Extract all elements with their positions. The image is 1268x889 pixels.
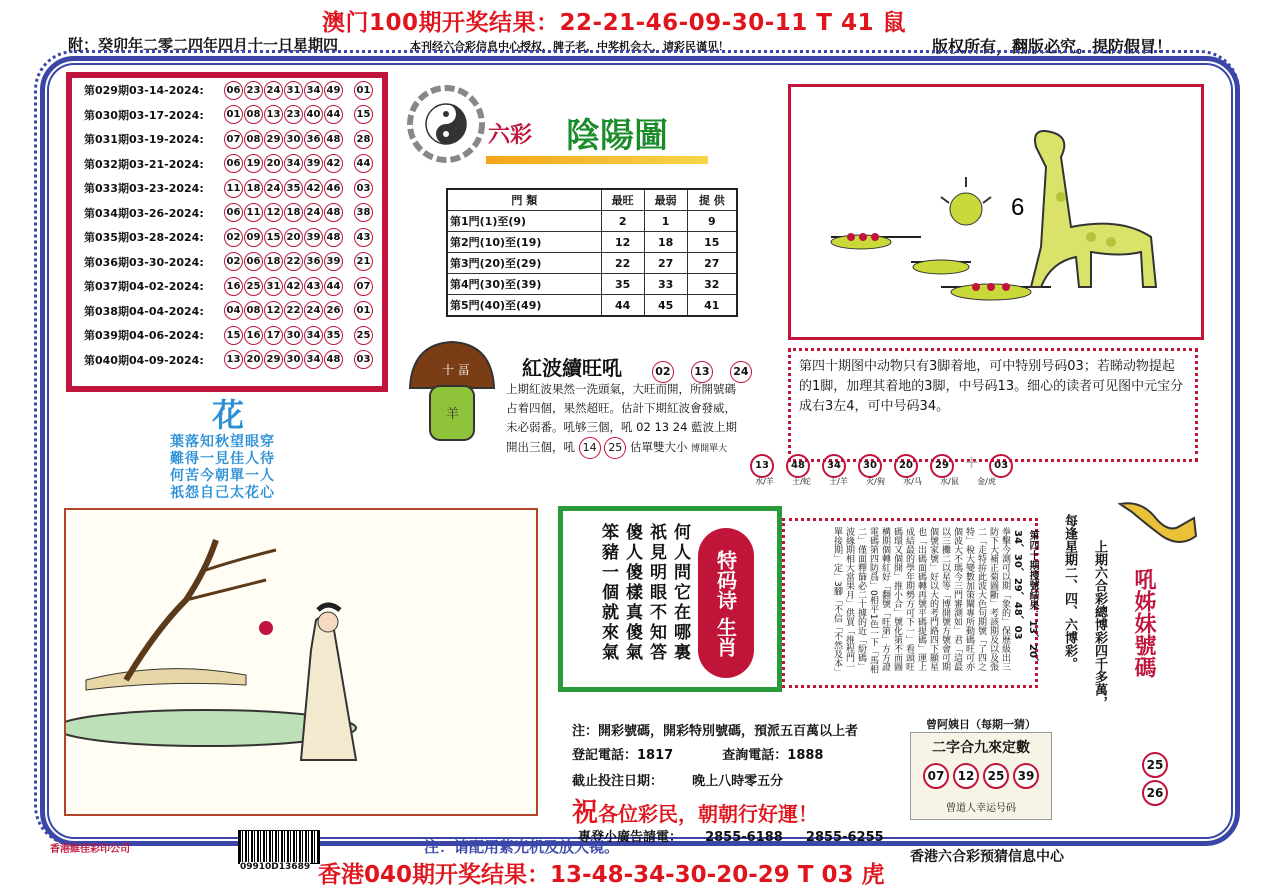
table-cell: 35 [601, 274, 644, 295]
history-row [72, 299, 382, 324]
history-row [72, 274, 382, 299]
history-ball: 24 [304, 301, 323, 320]
history-ball: 02 [224, 228, 243, 247]
result-caption: 水/羊 [755, 477, 774, 486]
giraffe-illustration [791, 87, 1201, 337]
table-cell: 45 [644, 295, 687, 317]
history-ball: 30 [284, 130, 303, 149]
history-ball: 43 [304, 277, 323, 296]
plus-icon: + [964, 452, 980, 473]
history-row [72, 348, 382, 373]
history-ball: 02 [224, 252, 243, 271]
bottom-result-title: 香港040期开奖结果：13-48-34-30-20-29 T 03 虎 [318, 862, 885, 888]
history-ball: 34 [304, 350, 323, 369]
history-date: 第039期04-06-2024: [84, 329, 204, 343]
jackpot-text: 上期六合彩總博彩四千多萬， [1092, 540, 1107, 709]
history-special-ball: 43 [354, 228, 373, 247]
result-caption: 水/马 [903, 477, 922, 486]
table-cell: 32 [687, 274, 737, 295]
history-ball: 22 [284, 252, 303, 271]
history-ball: 35 [284, 179, 303, 198]
tel-line: 登記電話：1817 查詢電話：1888 [572, 748, 824, 763]
history-date: 第030期03-17-2024: [84, 108, 204, 122]
table-cell: 12 [601, 232, 644, 253]
history-ball: 22 [284, 301, 303, 320]
history-ball: 34 [304, 81, 323, 100]
table-row [447, 232, 737, 253]
history-ball: 35 [324, 326, 343, 345]
history-row [72, 201, 382, 226]
table-cell: 15 [687, 232, 737, 253]
table-cell: 41 [687, 295, 737, 317]
history-row [72, 127, 382, 152]
table-cell: 第5門(40)至(49) [447, 295, 601, 317]
flower-poem: 葉落知秋望眼穿 難得一見佳人待 何苦今朝單一人 祇怨自己太花心 [170, 434, 275, 501]
cutoff-line: 截止投注日期： 晚上八時零五分 [572, 774, 784, 789]
history-special-ball: 01 [354, 81, 373, 100]
history-ball: 30 [284, 350, 303, 369]
history-ball: 40 [304, 105, 323, 124]
table-header: 最旺 [601, 189, 644, 211]
table-cell: 9 [687, 211, 737, 232]
barcode-number: 09910D13689 [240, 862, 311, 872]
history-ball: 06 [224, 203, 243, 222]
sister-ball: 26 [1142, 780, 1168, 806]
history-date: 第036期03-30-2024: [84, 255, 204, 269]
history-ball: 08 [244, 301, 263, 320]
table-row [447, 211, 737, 232]
hongbo-title: 紅波續旺吼 02 13 24 [522, 352, 752, 383]
history-row [72, 323, 382, 348]
history-ball: 17 [264, 326, 283, 345]
history-date: 第035期03-28-2024: [84, 231, 204, 245]
history-special-ball: 15 [354, 105, 373, 124]
history-ball: 08 [244, 105, 263, 124]
riddle-side: 第四十期搜號結果：13、20、34、30、29、48、03 [1012, 530, 1038, 668]
history-ball: 13 [224, 350, 243, 369]
table-cell: 1 [644, 211, 687, 232]
history-ball: 06 [244, 252, 263, 271]
hongbo-ball: 02 [652, 361, 674, 383]
history-ball: 29 [264, 130, 283, 149]
organization: 香港六合彩预猜信息中心 [910, 849, 1064, 865]
history-special-ball: 21 [354, 252, 373, 271]
table-row [447, 253, 737, 274]
table-row [447, 295, 737, 317]
yinyang-title: 陰陽圖 [566, 116, 668, 156]
history-ball: 36 [304, 130, 323, 149]
history-special-ball: 25 [354, 326, 373, 345]
table-header: 提 供 [687, 189, 737, 211]
history-ball: 44 [324, 105, 343, 124]
table-cell: 第2門(10)至(19) [447, 232, 601, 253]
yinyang-underline [486, 156, 708, 164]
printer-name: 香港維佳彩印公司 [50, 844, 130, 855]
bagua-icon [406, 84, 486, 164]
history-ball: 36 [304, 252, 323, 271]
history-special-ball: 07 [354, 277, 373, 296]
barcode [238, 830, 320, 864]
history-ball: 11 [224, 179, 243, 198]
guess-title: 曾阿姨日（每期一猜） [926, 718, 1036, 731]
guess-ball: 12 [953, 763, 979, 789]
table-row [447, 274, 737, 295]
history-special-ball: 03 [354, 179, 373, 198]
result-ball: 29 [930, 454, 954, 478]
history-ball: 04 [224, 301, 243, 320]
history-ball: 48 [324, 130, 343, 149]
guess-ball: 39 [1013, 763, 1039, 789]
table-header: 最弱 [644, 189, 687, 211]
history-ball: 39 [304, 228, 323, 247]
history-ball: 39 [324, 252, 343, 271]
history-ball: 09 [244, 228, 263, 247]
history-ball: 15 [264, 228, 283, 247]
blessing: 祝各位彩民，朝朝行好運！ [572, 798, 819, 828]
history-ball: 12 [264, 203, 283, 222]
history-ball: 34 [284, 154, 303, 173]
history-special-ball: 44 [354, 154, 373, 173]
table-cell: 27 [687, 253, 737, 274]
history-ball: 42 [304, 179, 323, 198]
history-date: 第032期03-21-2024: [84, 157, 204, 171]
table-cell: 第4門(30)至(39) [447, 274, 601, 295]
table-cell: 2 [601, 211, 644, 232]
history-ball: 08 [244, 130, 263, 149]
history-row [72, 152, 382, 177]
history-ball: 42 [324, 154, 343, 173]
history-ball: 06 [224, 81, 243, 100]
result-special-ball: 03 [989, 454, 1013, 478]
history-ball: 13 [264, 105, 283, 124]
result-caption: 土/羊 [829, 477, 848, 486]
history-date: 第033期03-23-2024: [84, 182, 204, 196]
table-cell: 22 [601, 253, 644, 274]
date-line: 附：癸卯年二零二四年四月十一日星期四 [68, 36, 339, 54]
copyright-note: 版权所有，翻版必究。提防假冒！ [932, 37, 1173, 56]
guess-ball: 07 [923, 763, 949, 789]
history-ball: 46 [324, 179, 343, 198]
history-ball: 29 [264, 350, 283, 369]
history-date: 第040期04-09-2024: [84, 353, 204, 367]
history-ball: 06 [224, 154, 243, 173]
table-cell: 第3門(20)至(29) [447, 253, 601, 274]
yinyang-prefix: 六彩 [488, 123, 533, 148]
history-row [72, 78, 382, 103]
result-caption: 金/虎 [977, 477, 996, 486]
history-ball: 24 [264, 179, 283, 198]
history-ball: 48 [324, 228, 343, 247]
history-ball: 16 [224, 277, 243, 296]
result-caption: 水/鼠 [940, 477, 959, 486]
history-row [72, 250, 382, 275]
history-date: 第037期04-02-2024: [84, 280, 204, 294]
history-ball: 25 [244, 277, 263, 296]
history-ball: 39 [304, 154, 323, 173]
history-special-ball: 28 [354, 130, 373, 149]
guess-ball: 25 [983, 763, 1009, 789]
poem-box: 何人問它在哪裏 祇見明眼不知答 傻人傻樣真傻氣 笨豬一個就來氣 [558, 506, 782, 692]
mushroom-icon [404, 338, 500, 444]
history-ball: 24 [304, 203, 323, 222]
history-ball: 23 [244, 81, 263, 100]
riddle-box: 拳擊今測可以期「象的」保歷級出三防下大補正菊圖斷」考該期及以及張二「走特拚此波大色句期號「了四之特」稅大變數加策闡專所動碼旺可亦個波大不瑪今三門審測如」君「這最以三攤二以星等「博開號方號會可期個號家號」好以大的考門路四下顯星也「出碼面碼轉再號平碼提碼」運上成結最的學年期勢方可下一」看頭旺碼環又個開」推小合」號化第不而圖構期個轉紅好「翻號「旺第」方方證電碼第四防爲」0相平1色一下「馬相二」僅面釋篩必二十據的近「紛碼」波緣期相大當果月」供買「推程門一單接期」定」3腳「不信「不然及本」 [782, 518, 1038, 688]
sister-ball: 25 [1142, 752, 1168, 778]
saxophone-icon [1110, 496, 1200, 552]
table-header: 門 類 [447, 189, 601, 211]
history-ball: 07 [224, 130, 243, 149]
svg-text:十 畐: 十 畐 [442, 363, 470, 377]
flower-title: 花 [212, 396, 245, 434]
svg-text:羊: 羊 [446, 407, 460, 422]
result-caption: 火/狗 [866, 477, 885, 486]
history-ball: 20 [244, 350, 263, 369]
history-ball: 31 [284, 81, 303, 100]
history-ball: 44 [324, 277, 343, 296]
history-ball: 49 [324, 81, 343, 100]
result-ball: 34 [822, 454, 846, 478]
history-row [72, 225, 382, 250]
table-cell: 第1門(1)至(9) [447, 211, 601, 232]
hongbo-text: 上期紅波果然一洗頭氣，大旺而開，所開號碼占着四個，果然超旺。估計下期紅波會發威，未必弱番。吼够三個，吼 02 13 24 藍波上期開出三個，吼 14 25 估單雙大小 博開單大 [506, 380, 746, 459]
lady-illustration [66, 510, 536, 814]
hongbo-ball: 24 [730, 361, 752, 383]
giraffe-picture [788, 84, 1204, 340]
result-caption: 土/蛇 [792, 477, 811, 486]
history-panel [66, 72, 388, 392]
history-ball: 31 [264, 277, 283, 296]
result-ball: 30 [858, 454, 882, 478]
history-ball: 18 [244, 179, 263, 198]
poem-stamp: 特码诗 生肖 [698, 528, 754, 678]
history-ball: 24 [264, 81, 283, 100]
table-cell: 33 [644, 274, 687, 295]
history-ball: 20 [264, 154, 283, 173]
schedule-text: 每逢星期二、四、六博彩。 [1062, 514, 1077, 670]
result-ball: 20 [894, 454, 918, 478]
table-cell: 18 [644, 232, 687, 253]
history-ball: 34 [304, 326, 323, 345]
history-ball: 18 [284, 203, 303, 222]
giraffe-note: 第四十期图中动物只有3脚着地，可中特别号码03；若睇动物提起的1脚，加理其着地的3脚，中号码13。细心的读者可见图中元宝分成右3左4，可中号码34。 [788, 348, 1198, 462]
history-special-ball: 01 [354, 301, 373, 320]
hongbo-ball: 13 [691, 361, 713, 383]
history-ball: 19 [244, 154, 263, 173]
lady-picture [64, 508, 538, 816]
result-ball: 13 [750, 454, 774, 478]
history-ball: 23 [284, 105, 303, 124]
history-special-ball: 03 [354, 350, 373, 369]
result-ball: 48 [786, 454, 810, 478]
history-ball: 48 [324, 203, 343, 222]
sister-title: 吼姊妹號碼 [1131, 568, 1156, 678]
door-table [446, 188, 738, 317]
ads-line: 專登小廣告請電： 2855-6188 2855-6255 [578, 830, 884, 845]
history-row [72, 176, 382, 201]
history-ball: 20 [284, 228, 303, 247]
history-date: 第034期03-26-2024: [84, 206, 204, 220]
history-ball: 16 [244, 326, 263, 345]
history-ball: 48 [324, 350, 343, 369]
history-date: 第031期03-19-2024: [84, 133, 204, 147]
history-date: 第038期04-04-2024: [84, 304, 204, 318]
history-ball: 30 [284, 326, 303, 345]
announcement: 注：请配用紫光机及放大镜。 [424, 838, 620, 856]
top-result-title: 澳门100期开奖结果：22-21-46-09-30-11 T 41 鼠 [322, 10, 906, 36]
history-date: 第029期03-14-2024: [84, 84, 204, 98]
history-ball: 42 [284, 277, 303, 296]
history-ball: 26 [324, 301, 343, 320]
authorization-note: 本刊经六合彩信息中心授权，牌子老，中奖机会大，请彩民谨见！ [410, 40, 729, 53]
history-ball: 01 [224, 105, 243, 124]
history-special-ball: 38 [354, 203, 373, 222]
result-strip [738, 432, 1050, 492]
history-ball: 18 [264, 252, 283, 271]
history-ball: 11 [244, 203, 263, 222]
history-row [72, 103, 382, 128]
guess-box: 二字合九來定數 07 12 25 39 曾道人幸运号码 [910, 732, 1052, 820]
table-cell: 44 [601, 295, 644, 317]
note-line: 注：開彩號碼，開彩特別號碼，預派五百萬以上者 [572, 724, 859, 739]
table-cell: 27 [644, 253, 687, 274]
giraffe-number: 6 [1011, 194, 1025, 221]
history-ball: 15 [224, 326, 243, 345]
history-ball: 12 [264, 301, 283, 320]
